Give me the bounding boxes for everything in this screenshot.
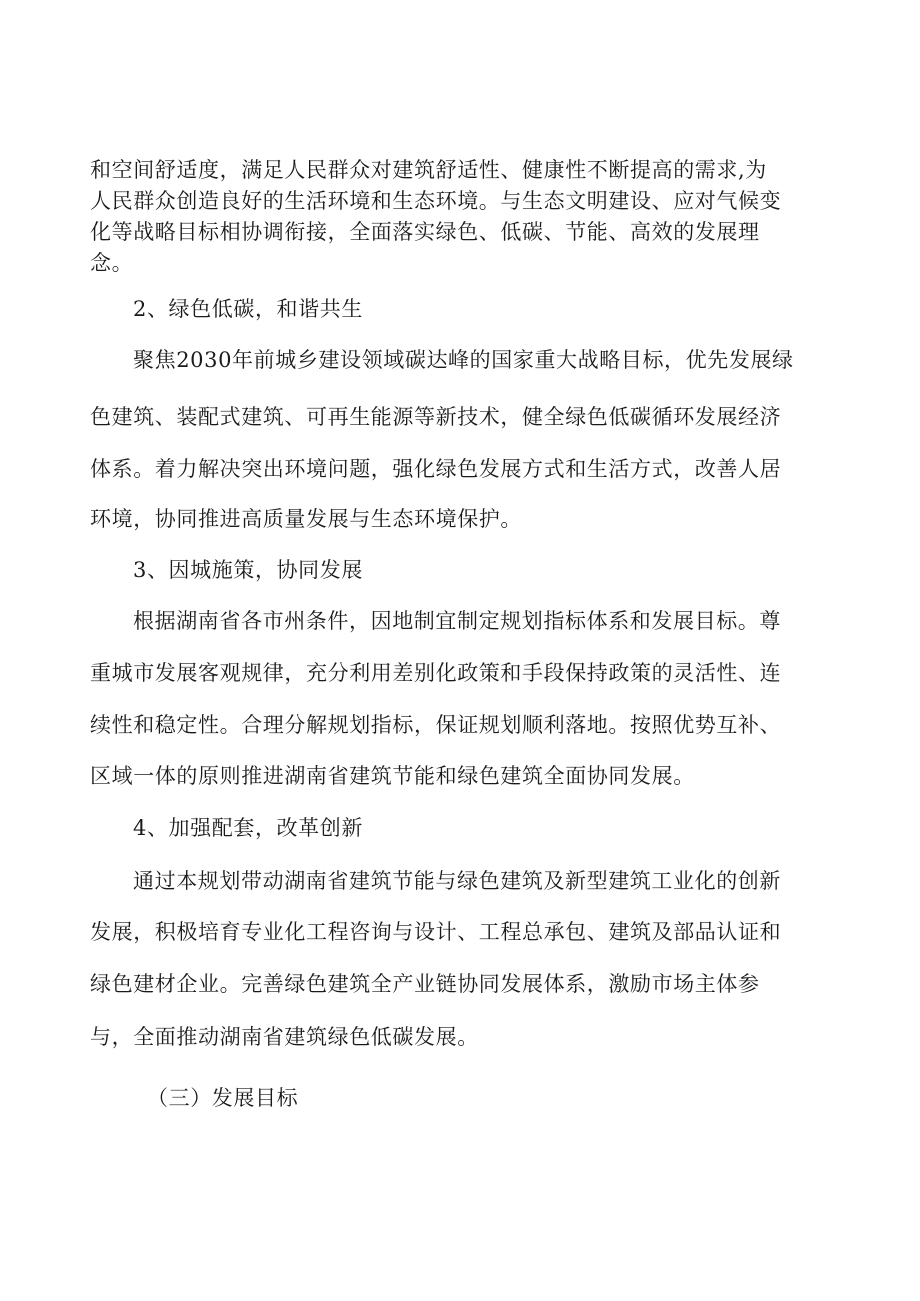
- paragraph-line: 聚焦2030年前城乡建设领域碳达峰的国家重大战略目标，优先发展绿: [133, 348, 794, 372]
- paragraph-line: 色建筑、装配式建筑、可再生能源等新技术，健全绿色低碳循环发展经济: [90, 405, 782, 429]
- paragraph-line: 区域一体的原则推进湖南省建筑节能和绿色建筑全面协同发展。: [90, 764, 695, 788]
- paragraph-line: 绿色建材企业。完善绿色建筑全产业链协同发展体系，激励市场主体参: [90, 972, 760, 996]
- paragraph-line: 发展，积极培育专业化工程咨询与设计、工程总承包、建筑及部品认证和: [90, 920, 782, 944]
- paragraph-line: 环境，协同推进高质量发展与生态环境保护。: [90, 507, 522, 531]
- paragraph-line: 念。: [90, 251, 134, 275]
- paragraph-line: 通过本规划带动湖南省建筑节能与绿色建筑及新型建筑工业化的创新: [133, 869, 781, 893]
- paragraph-line: 人民群众创造良好的生活环境和生态环境。与生态文明建设、应对气候变: [90, 189, 782, 213]
- paragraph-line: 化等战略目标相协调衔接，全面落实绿色、低碳、节能、高效的发展理: [90, 220, 760, 244]
- section-heading-goals: （三）发展目标: [147, 1086, 299, 1110]
- section-heading-3: 3、因城施策，协同发展: [133, 558, 363, 582]
- paragraph-line: 和空间舒适度，满足人民群众对建筑舒适性、健康性不断提高的需求,为: [90, 158, 767, 182]
- paragraph-line: 续性和稳定性。合理分解规划指标，保证规划顺利落地。按照优势互补、: [90, 713, 782, 737]
- paragraph-line: 重城市发展客观规律，充分利用差别化政策和手段保持政策的灵活性、连: [90, 661, 782, 685]
- paragraph-line: 根据湖南省各市州条件，因地制宜制定规划指标体系和发展目标。尊: [133, 609, 781, 633]
- paragraph-line: 体系。着力解决突出环境问题，强化绿色发展方式和生活方式，改善人居: [90, 457, 782, 481]
- paragraph-line: 与，全面推动湖南省建筑绿色低碳发展。: [90, 1025, 479, 1049]
- section-heading-2: 2、绿色低碳，和谐共生: [133, 297, 363, 321]
- section-heading-4: 4、加强配套，改革创新: [133, 816, 363, 840]
